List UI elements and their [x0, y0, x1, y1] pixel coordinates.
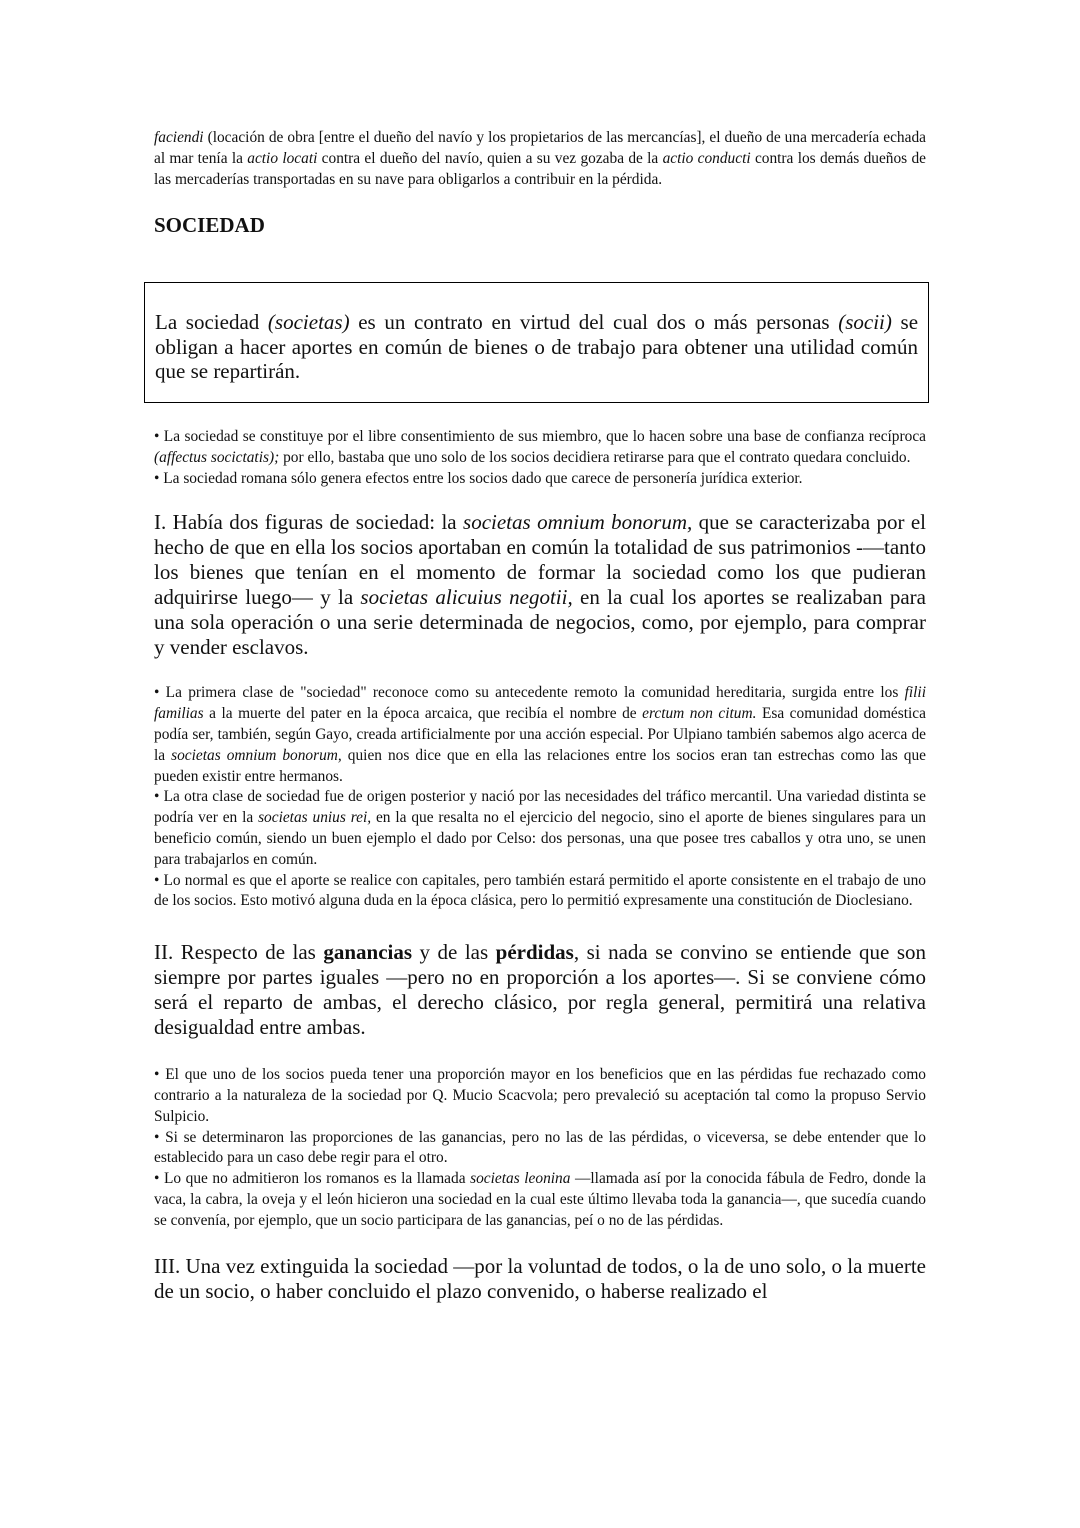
bullet-text: • La otra clase de sociedad fue de origen posterior y nació por las necesidades del tráfico mercantil. Una variedad distinta se podría ver en la [154, 788, 926, 827]
bullet-text: —llamada así por la conocida fábula de Fedro, donde la vaca, la cabra, la oveja y el león hicieron una sociedad en la cual este último llevaba toda la ganancia—, que sucedía cuando se convenía, por ejemplo, que un socio participara de las ganancias, peí o no de las pérdidas. [154, 1170, 926, 1229]
section-1-text: I. Había dos figuras de sociedad: la [154, 510, 464, 535]
bullet-italic: erctum non citum. [642, 705, 757, 723]
intro-paragraph [154, 128, 926, 190]
bullet-text: • La sociedad se constituye por el libre consentimiento de sus miembro, que lo hacen sobre una base de confianza recíproca [154, 428, 926, 445]
list-item: • Lo normal es que el aporte se realice con capitales, pero también estará permitido el aporte consistente en el trabajo de uno de los socios. Esto motivó alguna duda en la época clásica, pero lo permitió expresamente una constitución de Dioclesiano. [154, 871, 926, 910]
bullet-italic: societas omnium bonorum, [171, 746, 342, 764]
intro-italic-actio-locati: actio locati [247, 149, 318, 167]
intro-text-1: (locación de obra [entre el dueño del navío y los propietarios de las mercancías], el dueño de una mercadería echada al mar tenía la [154, 129, 926, 167]
list-item: • Si se determinaron las proporciones de las ganancias, pero no las de las pérdidas, o viceversa, se debe entender que lo establecido para un caso debe regir para el otro. [154, 1128, 926, 1167]
bullet-list-3 [154, 1065, 926, 1231]
bullet-text: a la muerte del pater en la época arcaica, que recibía el nombre de [203, 705, 643, 723]
section-1-paragraph [154, 510, 926, 660]
bullet-text: • La primera clase de "sociedad" reconoce como su antecedente remoto la comunidad hereditaria, surgida entre los [154, 684, 905, 702]
page-content [154, 128, 926, 238]
bullet-list-2 [154, 683, 926, 912]
section-2-paragraph [154, 940, 926, 1040]
section-1-italic: societas omnium bonorum, [463, 510, 693, 535]
bullet-italic: (affectus socictatis); [154, 448, 280, 466]
section-1-text: en la cual los aportes se realizaban para una sola operación o una serie determinada de negocios, como, por ejemplo, para comprar y vender esclavos. [154, 585, 926, 660]
intro-text-2: contra el dueño del navío, quien a su vez gozaba de la [317, 149, 663, 167]
definition-italic-socii: (socii) [838, 310, 892, 334]
list-item [154, 787, 926, 870]
section-1-italic: societas alicuius negotii, [360, 585, 573, 610]
list-item [154, 427, 926, 469]
bullet-text: Esa comunidad doméstica podía ser, también, según Gayo, creada artificialmente por una acción especial. Por Ulpiano también sabemos algo acerca de la [154, 705, 926, 764]
bullet-italic: societas unius rei, [258, 809, 372, 827]
list-item: • La sociedad romana sólo genera efectos entre los socios dado que carece de personería jurídica exterior. [154, 469, 803, 487]
bullet-list-1 [154, 427, 926, 489]
section-heading: SOCIEDAD [154, 213, 265, 238]
bullet-text: • Lo que no admitieron los romanos es la llamada [154, 1170, 471, 1188]
section-3-paragraph: III. Una vez extinguida la sociedad —por la voluntad de todos, o la de uno solo, o la muerte de un socio, o haber concluido el plazo convenido, o haberse realizado el [154, 1253, 926, 1303]
intro-text-3: contra los demás dueños de las mercaderías transportadas en su nave para obligarlos a contribuir en la pérdida. [154, 149, 926, 188]
body-content [154, 427, 926, 1304]
section-2-bold: pérdidas [495, 940, 574, 965]
definition-text [155, 310, 918, 384]
list-item [154, 1169, 926, 1231]
section-2-text: y de las [412, 940, 496, 965]
section-2-text: II. Respecto de las [154, 940, 324, 965]
section-2-text: , si nada se convino se entiende que son siempre por partes iguales —pero no en proporción a los aportes—. Si se conviene cómo será el reparto de ambas, el derecho clásico, por regla general, permitirá una relativa desigualdad entre ambas. [154, 940, 926, 1040]
bullet-italic: societas leonina [470, 1170, 571, 1188]
list-item [154, 683, 926, 787]
intro-italic-faciendi: faciendi [154, 129, 204, 146]
intro-italic-actio-conducti: actio conducti [662, 149, 751, 167]
definition-part-3: se obligan a hacer aportes en común de bienes o de trabajo para obtener una utilidad común que se repartirán. [155, 310, 919, 383]
definition-part-1: La sociedad [155, 310, 268, 334]
definition-box [144, 282, 929, 403]
bullet-text: por ello, bastaba que uno solo de los socios decidiera retirarse para que el contrato quedara concluido. [279, 448, 911, 466]
section-1-text: que se caracterizaba por el hecho de que en ella los socios aportaban en común la totalidad de sus patrimonios -—tanto los bienes que tenían en el momento de formar la sociedad como los que pudieran adquirirse luego— y la [154, 510, 926, 610]
list-item: • El que uno de los socios pueda tener una proporción mayor en los beneficios que en las pérdidas fue rechazado como contrario a la naturaleza de la sociedad por Q. Mucio Scacvola; pero prevaleció su aceptación tal como la propuso Servio Sulpicio. [154, 1066, 926, 1125]
bullet-text: quien nos dice que en ella las relaciones entre los socios eran tan estrechas como las que pueden existir entre hermanos. [154, 746, 926, 785]
definition-italic-societas: (societas) [267, 310, 350, 334]
section-2-bold: ganancias [323, 940, 413, 965]
bullet-italic: filii familias [154, 684, 926, 723]
bullet-text: en la que resalta no el ejercicio del negocio, sino el aporte de bienes singulares para un beneficio común, siendo un buen ejemplo el dado por Celso: dos personas, una que posee tres caballos y otra uno, se unen para trabajarlos en común. [154, 809, 926, 868]
definition-part-2: es un contrato en virtud del cual dos o más personas [349, 310, 839, 334]
